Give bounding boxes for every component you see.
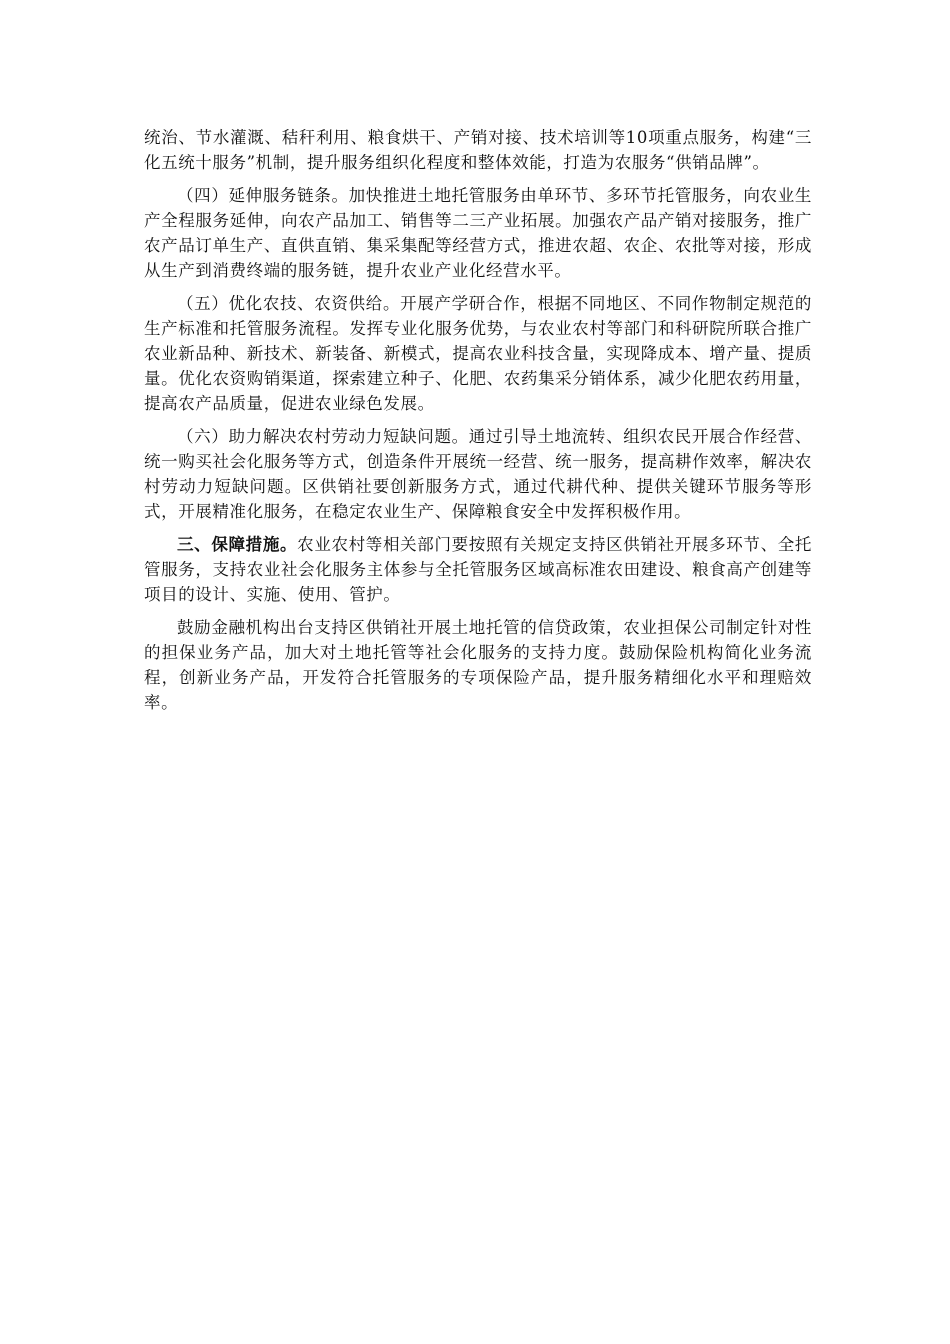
paragraph-extend-service-chain [144, 183, 812, 283]
paragraph-continuation [144, 125, 812, 175]
paragraph-text: （六）助力解决农村劳动力短缺问题。通过引导土地流转、组织农民开展合作经营、统一购买社会化服务等方式，创造条件开展统一经营、统一服务，提高耕作效率，解决农村劳动力短缺问题。区供销社要创新服务方式，通过代耕代种、提供关键环节服务等形式，开展精准化服务，在稳定农业生产、保障粮食安全中发挥积极作用。 [144, 427, 812, 521]
paragraph-text: （四）延伸服务链条。加快推进土地托管服务由单环节、多环节托管服务，向农业生产全程服务延伸，向农产品加工、销售等二三产业拓展。加强农产品产销对接服务，推广农产品订单生产、直供直销、集采集配等经营方式，推进农超、农企、农批等对接，形成从生产到消费终端的服务链，提升农业产业化经营水平。 [144, 186, 812, 280]
paragraph-text: 统治、节水灌溉、秸秆利用、粮食烘干、产销对接、技术培训等10项重点服务，构建“三化五统十服务”机制，提升服务组织化程度和整体效能，打造为农服务“供销品牌”。 [144, 128, 812, 172]
paragraph-financial-support [144, 615, 812, 715]
paragraph-safeguard-measures [144, 532, 812, 607]
paragraph-text: （五）优化农技、农资供给。开展产学研合作，根据不同地区、不同作物制定规范的生产标准和托管服务流程。发挥专业化服务优势，与农业农村等部门和科研院所联合推广农业新品种、新技术、新装备、新模式，提高农业科技含量，实现降成本、增产量、提质量。优化农资购销渠道，探索建立种子、化肥、农药集采分销体系，减少化肥农药用量，提高农产品质量，促进农业绿色发展。 [144, 294, 812, 413]
document-body [144, 125, 812, 723]
paragraph-optimize-supply [144, 291, 812, 416]
paragraph-labor-shortage [144, 424, 812, 524]
paragraph-text: 鼓励金融机构出台支持区供销社开展土地托管的信贷政策，农业担保公司制定针对性的担保业务产品，加大对土地托管等社会化服务的支持力度。鼓励保险机构简化业务流程，创新业务产品，开发符合托管服务的专项保险产品，提升服务精细化水平和理赔效率。 [144, 618, 812, 712]
paragraph-text: 农业农村等相关部门要按照有关规定支持区供销社开展多环节、全托管服务，支持农业社会化服务主体参与全托管服务区域高标准农田建设、粮食高产创建等项目的设计、实施、使用、管护。 [144, 535, 813, 604]
section-heading: 三、保障措施。 [177, 535, 298, 554]
